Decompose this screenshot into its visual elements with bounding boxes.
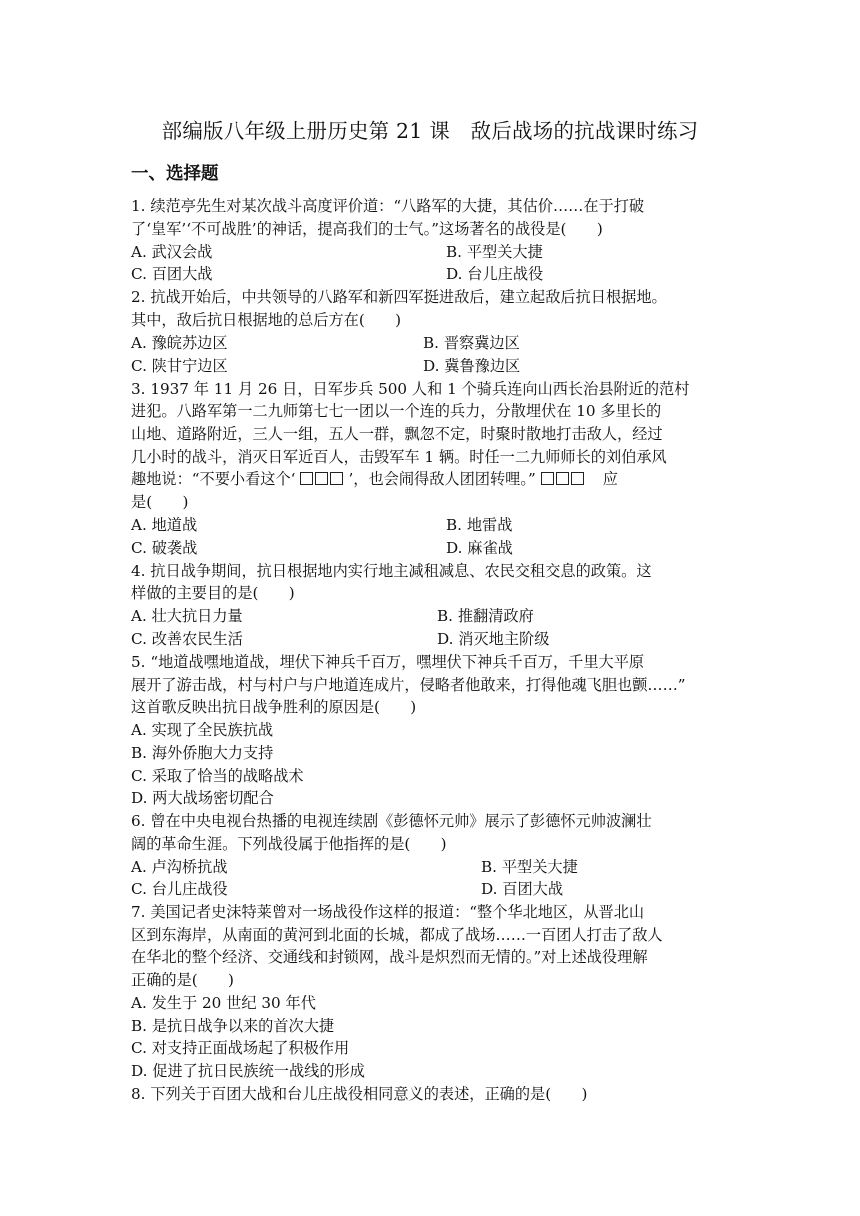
q3-line-5 [131,468,618,490]
q7-line-4: 正确的是( ) [131,971,234,989]
q4-option-c: C. 改善农民生活 [131,630,243,648]
q3-option-a: A. 地道战 [131,516,198,534]
q2-option-a: A. 豫皖苏边区 [131,334,228,352]
q1-option-c: C. 百团大战 [131,265,213,283]
q7-line-1: 7. 美国记者史沫特莱曾对一场战役作这样的报道：“整个华北地区，从晋北山 [131,903,645,921]
q7-option-c: C. 对支持正面战场起了积极作用 [131,1039,350,1057]
q2-option-c: C. 陕甘宁边区 [131,357,228,375]
q2-option-b: B. 晋察冀边区 [423,334,520,352]
q1-option-d: D. 台儿庄战役 [446,265,544,283]
q7-line-2: 区到东海岸，从南面的黄河到北面的长城，都成了战场……一百团人打击了敌人 [131,926,663,944]
q3-line-2: 进犯。八路军第一二九师第七七一团以一个连的兵力，分散埋伏在 10 多里长的 [131,402,662,420]
q7-option-b: B. 是抗日战争以来的首次大捷 [131,1017,335,1035]
q2-option-d: D. 冀鲁豫边区 [423,357,521,375]
q4-option-d: D. 消灭地主阶级 [437,630,550,648]
q5-line-2: 展开了游击战，村与村户与户地道连成片，侵略者他敢来，打得他魂飞胆也颤……” [131,676,686,694]
q3-option-b: B. 地雷战 [446,516,513,534]
q6-option-a: A. 卢沟桥抗战 [131,858,228,876]
q3-line-5-part-1: 趣地说：“不要小看这个‘ [131,470,296,488]
q7-line-3: 在华北的整个经济、交通线和封锁网，战斗是炽烈而无情的。”对上述战役理解 [131,948,648,966]
q3-option-c: C. 破袭战 [131,539,198,557]
q6-option-d: D. 百团大战 [481,880,564,898]
q6-line-2: 阔的革命生涯。下列战役属于他指挥的是( ) [131,835,447,853]
q2-line-2: 其中，敌后抗日根据地的总后方在( ) [131,311,402,329]
q4-option-a: A. 壮大抗日力量 [131,607,243,625]
q3-line-5-part-3: 应 [602,470,618,488]
blank-boxes [299,468,344,490]
q1-line-1: 1. 续范亭先生对某次战斗高度评价道：“八路军的大捷，其估价……在于打破 [131,197,645,215]
q1-option-a: A. 武汉会战 [131,243,213,261]
q5-option-c: C. 采取了恰当的战略战术 [131,767,304,785]
q3-line-6: 是( ) [131,493,189,511]
blank-boxes-2 [540,468,585,490]
q5-option-d: D. 两大战场密切配合 [131,789,274,807]
q1-option-b: B. 平型关大捷 [446,243,543,261]
q5-option-a: A. 实现了全民族抗战 [131,721,274,739]
q6-option-c: C. 台儿庄战役 [131,880,228,898]
q3-line-3: 山地、道路附近，三人一组，五人一群，飘忽不定，时聚时散地打击敌人，经过 [131,425,663,443]
q4-line-2: 样做的主要目的是( ) [131,584,295,602]
q5-line-3: 这首歌反映出抗日战争胜利的原因是( ) [131,698,417,716]
section-heading: 一、选择题 [131,164,219,184]
q8-line-1: 8. 下列关于百团大战和台儿庄战役相同意义的表述，正确的是( ) [131,1085,588,1103]
q1-line-2: 了‘皇军’‘不可战胜’的神话，提高我们的士气。”这场著名的战役是( ) [131,220,603,238]
q7-option-d: D. 促进了抗日民族统一战线的形成 [131,1062,365,1080]
q5-line-1: 5. “地道战嘿地道战，埋伏下神兵千百万，嘿埋伏下神兵千百万，千里大平原 [131,653,645,671]
q3-line-4: 几小时的战斗，消灭日军近百人，击毁军车 1 辆。时任一二九师师长的刘伯承风 [131,448,667,466]
q4-line-1: 4. 抗日战争期间，抗日根据地内实行地主减租减息、农民交租交息的政策。这 [131,562,652,580]
q4-option-b: B. 推翻清政府 [437,607,534,625]
q6-option-b: B. 平型关大捷 [481,858,578,876]
q3-option-d: D. 麻雀战 [446,539,513,557]
q3-line-5-part-2: ’，也会闹得敌人团团转哩。” [348,470,536,488]
q6-line-1: 6. 曾在中央电视台热播的电视连续剧《彭德怀元帅》展示了彭德怀元帅波澜壮 [131,812,652,830]
q3-line-1: 3. 1937 年 11 月 26 日，日军步兵 500 人和 1 个骑兵连向山西长治县附近的范村 [131,380,690,398]
q7-option-a: A. 发生于 20 世纪 30 年代 [131,994,316,1012]
page-title: 部编版八年级上册历史第 21 课 敌后战场的抗战课时练习 [161,119,699,143]
q2-line-1: 2. 抗战开始后，中共领导的八路军和新四军挺进敌后，建立起敌后抗日根据地。 [131,288,667,306]
q5-option-b: B. 海外侨胞大力支持 [131,744,274,762]
